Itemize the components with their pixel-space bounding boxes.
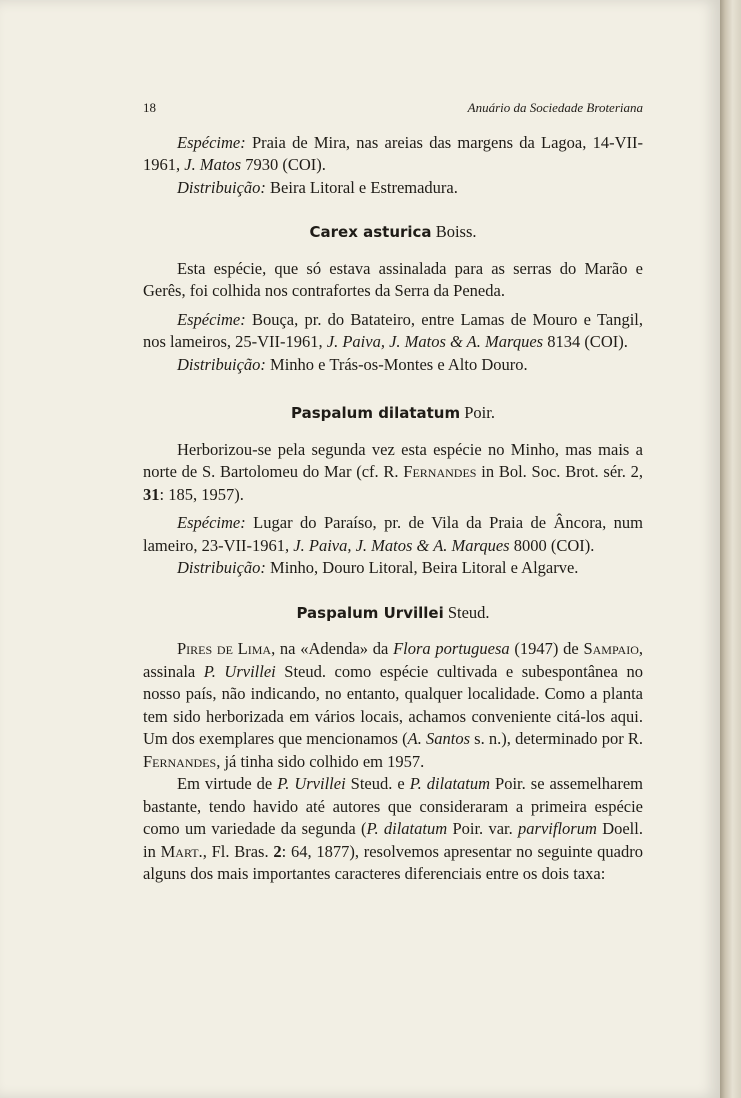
taxon-name: Carex asturica: [309, 223, 432, 241]
running-header: [143, 97, 643, 120]
specimen-number: 7930 (COI).: [241, 155, 326, 174]
specimen-entry: [143, 132, 643, 177]
text-run: , assinala: [143, 639, 643, 681]
text-run: , Fl. Bras.: [202, 841, 274, 861]
text-run: , já tinha sido colhido em 1957.: [216, 751, 425, 771]
author-name: Pires de Lima: [177, 639, 272, 658]
text-run: Doell. in: [143, 819, 643, 861]
paragraph: [143, 439, 643, 507]
taxon-heading-carex: [143, 221, 643, 244]
paragraph: [143, 638, 643, 773]
specimen-label: Espécime:: [177, 513, 246, 532]
specimen-label: Espécime:: [177, 309, 246, 329]
taxon-author: Poir.: [460, 403, 495, 422]
variety-name: parviflorum: [518, 819, 597, 838]
page-content: [143, 97, 643, 886]
author-name: Sampaio: [583, 639, 639, 658]
taxon-author: Boiss.: [431, 222, 477, 241]
text-run: s. n.), determinado por R.: [470, 729, 644, 748]
specimen-label: Espécime:: [177, 132, 246, 152]
species-name: P. dilatatum: [366, 819, 448, 838]
taxon-name: Paspalum Urvillei: [296, 603, 444, 622]
page-edge: [720, 0, 741, 1098]
distribution-label: Distribuição:: [177, 177, 266, 197]
book-title: Flora portuguesa: [393, 639, 510, 658]
species-name: P. dilatatum: [409, 774, 491, 793]
taxon-heading-urvillei: [143, 602, 643, 625]
paragraph: Esta espécie, que só estava assinalada para as serras do Marão e Gerês, foi colhida nos contrafortes da Serra da Peneda.: [143, 258, 643, 300]
specimen-entry: [143, 512, 643, 557]
specimen-number: 8134 (COI).: [543, 332, 628, 351]
taxon-heading-dilatatum: [143, 402, 643, 425]
specimen-text: Bouça, pr. do Batateiro, entre Lamas de Mouro e Tangil, nos lameiros, 25-VII-1961,: [143, 309, 643, 351]
taxon-name: Paspalum dilatatum: [291, 404, 461, 422]
author-name: Mart.: [160, 841, 203, 861]
text-run: (1947) de: [509, 639, 584, 658]
collectors: J. Paiva, J. Matos & A. Marques: [326, 332, 544, 351]
author-name: Fernandes: [143, 751, 217, 771]
distribution-entry: [143, 557, 643, 580]
specimen-text: Lugar do Paraíso, pr. de Vila da Praia de Âncora, num lameiro, 23-VII-1961,: [143, 513, 643, 555]
species-name: P. Urvillei: [277, 774, 346, 793]
volume-number: 2: [273, 841, 282, 861]
text-run: Poir. se assemelharem bastante, tendo havido até autores que consideraram a primeira espécie como um variedade da segunda (: [143, 774, 643, 838]
species-name: P. Urvillei: [203, 661, 276, 681]
distribution-text: Minho e Trás-os-Montes e Alto Douro.: [265, 354, 528, 374]
distribution-text: Minho, Douro Litoral, Beira Litoral e Algarve.: [265, 558, 579, 577]
text-run: , na «Adenda» da: [271, 639, 394, 658]
text-run: Steud. como espécie cultivada e subespontânea no nosso país, não indicando, no entanto, qualquer localidade. Como a planta tem sido herborizada em vários locais, achamos conveniente citá-los aqui. Um dos exemplares que mencionamos (: [143, 661, 643, 748]
text-run: : 185, 1957).: [159, 484, 244, 504]
collectors: J. Paiva, J. Matos & A. Marques: [293, 535, 510, 555]
distribution-entry: [143, 354, 643, 377]
taxon-author: Steud.: [443, 602, 490, 622]
text-run: Em virtude de: [177, 774, 278, 793]
specimen-number: 8000 (COI).: [509, 535, 595, 555]
paragraph: [143, 773, 643, 886]
text-run: Steud. e: [345, 774, 410, 793]
volume-number: 31: [143, 484, 160, 504]
specimen-entry: [143, 309, 643, 354]
running-title: Anuário da Sociedade Broteriana: [467, 100, 643, 115]
page-number: 18: [143, 100, 156, 115]
distribution-label: Distribuição:: [177, 354, 266, 374]
text-run: : 64, 1877), resolvemos apresentar no seguinte quadro alguns dos mais importantes caracteres diferenciais entre os dois taxa:: [143, 841, 644, 883]
distribution-label: Distribuição:: [177, 558, 266, 577]
specimen-text: Praia de Mira, nas areias das margens da Lagoa, 14-VII-1961,: [143, 132, 643, 174]
distribution-text: Beira Litoral e Estremadura.: [265, 177, 458, 197]
collector: A. Santos: [407, 729, 471, 748]
distribution-entry: [143, 177, 643, 200]
text-run: Herborizou-se pela segunda vez esta espécie no Minho, mas mais a norte de S. Bartolomeu do Mar (cf. R.: [143, 439, 643, 481]
collector: J. Matos: [184, 155, 242, 174]
author-name: Fernandes: [403, 462, 477, 481]
text-run: Poir. var.: [447, 819, 519, 838]
text-run: in Bol. Soc. Brot. sér. 2,: [476, 462, 643, 481]
